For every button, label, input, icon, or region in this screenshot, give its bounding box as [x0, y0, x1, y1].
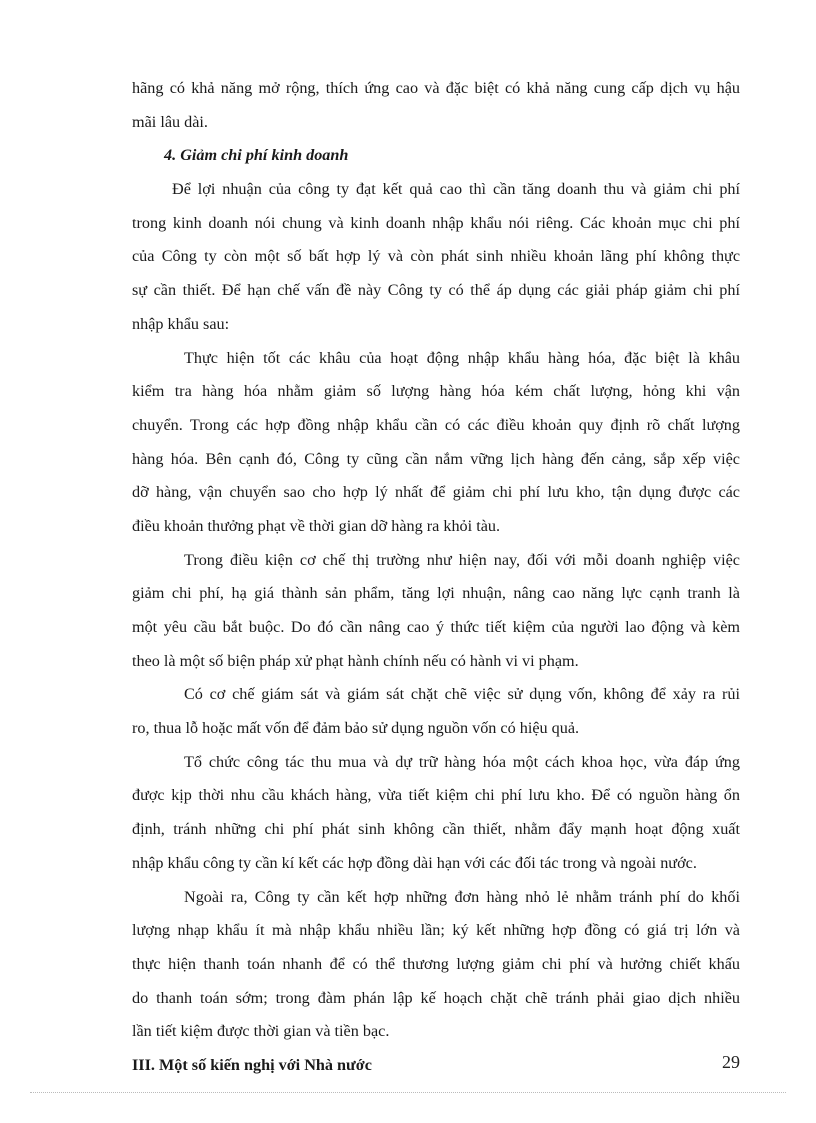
- paragraph-line: Để lợi nhuận của công ty đạt kết quả cao thì cần tăng doanh thu và giảm chi phí: [172, 180, 740, 199]
- paragraph-line: hàng hóa. Bên cạnh đó, Công ty cũng cần nắm vững lịch hàng đến cảng, sắp xếp việc: [132, 449, 740, 468]
- paragraph-line: được kịp thời nhu cầu khách hàng, vừa tiết kiệm chi phí lưu kho. Để có nguồn hàng ổn: [132, 786, 740, 805]
- paragraph-line: sự cần thiết. Để hạn chế vấn đề này Công ty có thể áp dụng các giải pháp giảm chi phí: [132, 281, 740, 300]
- intro-line: mãi lâu dài.: [132, 112, 208, 131]
- paragraph-line: trong kinh doanh nói chung và kinh doanh nhập khẩu nói riêng. Các khoản mục chi phí: [132, 213, 740, 232]
- paragraph-line: một yêu cầu bắt buộc. Do đó cần nâng cao ý thức tiết kiệm của người lao động và kèm: [132, 618, 740, 636]
- paragraph-line: nhập khẩu sau:: [132, 314, 230, 333]
- paragraph-line: ro, thua lỗ hoặc mất vốn để đảm bảo sử dụng nguồn vốn có hiệu quả.: [132, 719, 580, 738]
- paragraph-line: dỡ hàng, vận chuyển sao cho hợp lý nhất để giảm chi phí lưu kho, tận dụng được các: [132, 483, 740, 502]
- paragraph-line: thực hiện thanh toán nhanh để có thể thương lượng giảm chi phí và hưởng chiết khấu: [132, 954, 740, 973]
- paragraph-line: Thực hiện tốt các khâu của hoạt động nhập khẩu hàng hóa, đặc biệt là khâu: [184, 348, 740, 367]
- paragraph-line: định, tránh những chi phí phát sinh không cần thiết, nhằm đẩy mạnh hoạt động xuất: [132, 820, 740, 839]
- paragraph-line: lần tiết kiệm được thời gian và tiền bạc.: [132, 1022, 390, 1041]
- paragraph-line: của Công ty còn một số bất hợp lý và còn phát sinh nhiều khoản lãng phí không thực: [132, 247, 740, 266]
- subsection-heading: III. Một số kiến nghị với Nhà nước: [132, 1055, 372, 1074]
- footer-divider: [30, 1092, 786, 1093]
- section-heading: 4. Giảm chi phí kinh doanh: [164, 146, 349, 165]
- paragraph-line: Tổ chức công tác thu mua và dự trữ hàng hóa một cách khoa học, vừa đáp ứng: [184, 752, 740, 771]
- intro-line: hãng có khả năng mở rộng, thích ứng cao và đặc biệt có khả năng cung cấp dịch vụ hậu: [132, 79, 740, 97]
- paragraph-line: nhập khẩu công ty cần kí kết các hợp đồng dài hạn với các đối tác trong và ngoài nước.: [132, 853, 697, 872]
- page-number: 29: [722, 1052, 740, 1072]
- paragraph-line: theo là một số biện pháp xử phạt hành chính nếu có hành vi vi phạm.: [132, 651, 579, 670]
- paragraph-line: lượng nhạp khẩu ít mà nhập khẩu nhiều lần; ký kết những hợp đồng có giá trị lớn và: [132, 921, 740, 940]
- paragraph-line: điều khoản thưởng phạt về thời gian dỡ hàng ra khỏi tàu.: [132, 516, 501, 535]
- paragraph-line: kiểm tra hàng hóa nhằm giảm số lượng hàng hóa kém chất lượng, hỏng khi vận: [132, 382, 740, 401]
- document-body: [132, 72, 740, 1083]
- paragraph-line: Ngoài ra, Công ty cần kết hợp những đơn hàng nhỏ lẻ nhằm tránh phí do khối: [184, 887, 740, 906]
- paragraph-line: chuyển. Trong các hợp đồng nhập khẩu cần có các điều khoản quy định rõ chất lượng: [132, 415, 740, 434]
- paragraph-line: do thanh toán sớm; trong đàm phán lập kế hoạch chặt chẽ tránh phải giao dịch nhiều: [132, 988, 740, 1007]
- paragraph-line: giảm chi phí, hạ giá thành sản phẩm, tăng lợi nhuận, nâng cao năng lực cạnh tranh là: [132, 584, 740, 603]
- paragraph-line: Có cơ chế giám sát và giám sát chặt chẽ việc sử dụng vốn, không để xảy ra rủi: [184, 685, 740, 704]
- paragraph-line: Trong điều kiện cơ chế thị trường như hiện nay, đối với mỗi doanh nghiệp việc: [184, 550, 740, 569]
